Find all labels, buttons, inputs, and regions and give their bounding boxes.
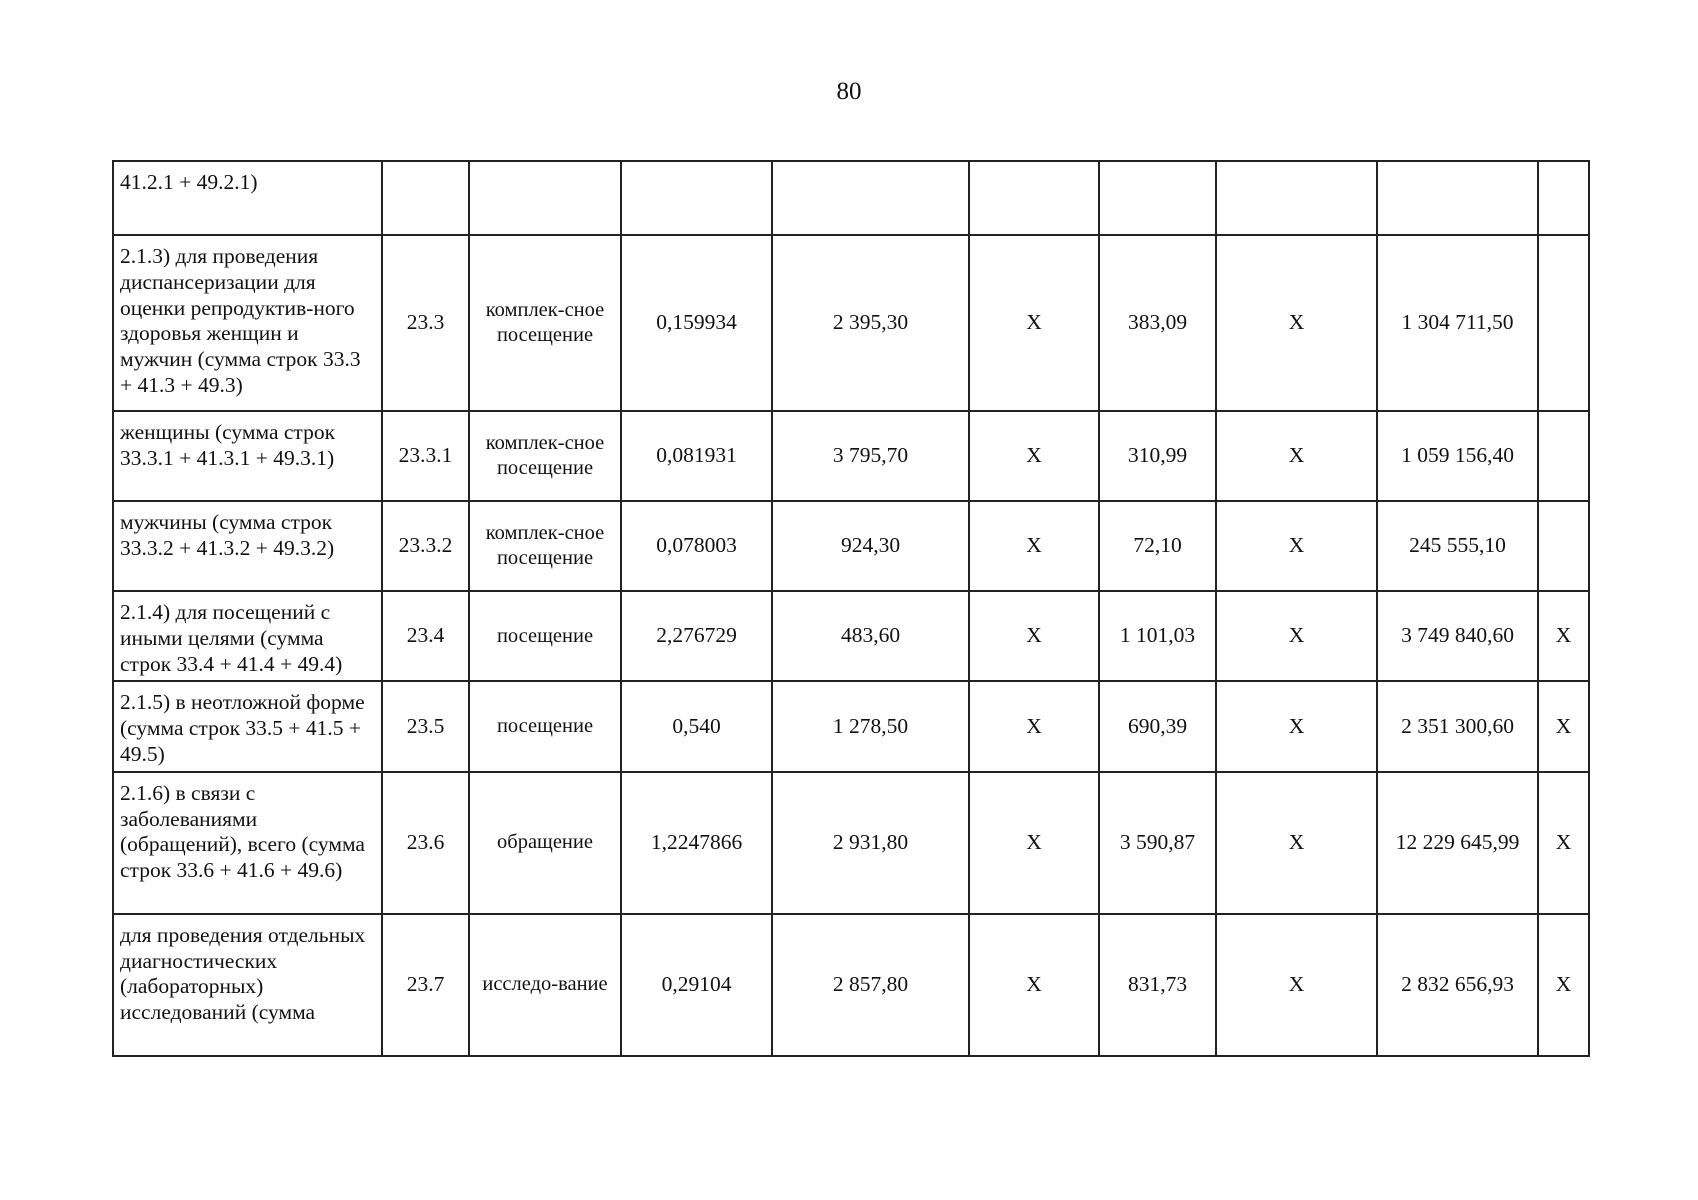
- row-cost: 483,60: [772, 591, 969, 681]
- row-x-mark: X: [969, 772, 1099, 914]
- row-code: 23.3.2: [382, 501, 469, 591]
- row-norm: 0,081931: [621, 411, 772, 501]
- row-description: 2.1.3) для проведения диспансеризации для оценки репродуктив-ного здоровья женщин и мужчин (сумма строк 33.3 + 41.3 + 49.3): [113, 235, 382, 411]
- row-x-mark: X: [1216, 411, 1377, 501]
- row-description: 41.2.1 + 49.2.1): [113, 161, 382, 235]
- row-x-mark: [1538, 411, 1589, 501]
- row-total: 3 749 840,60: [1377, 591, 1538, 681]
- row-x-mark: X: [1216, 681, 1377, 771]
- row-code: [382, 161, 469, 235]
- row-total: 1 059 156,40: [1377, 411, 1538, 501]
- table-row: [113, 161, 1589, 235]
- row-unit: посещение: [469, 591, 621, 681]
- row-norm: 0,078003: [621, 501, 772, 591]
- table-row: [113, 501, 1589, 591]
- row-total: 12 229 645,99: [1377, 772, 1538, 914]
- row-total: 1 304 711,50: [1377, 235, 1538, 411]
- row-cost: [772, 161, 969, 235]
- row-code: 23.7: [382, 914, 469, 1056]
- row-code: 23.5: [382, 681, 469, 771]
- row-per-capita: [1099, 161, 1216, 235]
- row-cost: 924,30: [772, 501, 969, 591]
- row-code: 23.4: [382, 591, 469, 681]
- row-cost: 1 278,50: [772, 681, 969, 771]
- row-x-mark: X: [1216, 235, 1377, 411]
- row-x-mark: X: [1216, 772, 1377, 914]
- row-per-capita: 3 590,87: [1099, 772, 1216, 914]
- row-x-mark: X: [1538, 591, 1589, 681]
- row-total: [1377, 161, 1538, 235]
- row-x-mark: [1216, 161, 1377, 235]
- row-norm: 1,2247866: [621, 772, 772, 914]
- row-x-mark: X: [1216, 914, 1377, 1056]
- row-description: 2.1.6) в связи с заболеваниями (обращений), всего (сумма строк 33.6 + 41.6 + 49.6): [113, 772, 382, 914]
- row-per-capita: 831,73: [1099, 914, 1216, 1056]
- row-x-mark: X: [969, 591, 1099, 681]
- row-x-mark: X: [969, 235, 1099, 411]
- row-per-capita: 383,09: [1099, 235, 1216, 411]
- row-description: мужчины (сумма строк 33.3.2 + 41.3.2 + 49.3.2): [113, 501, 382, 591]
- row-norm: 0,29104: [621, 914, 772, 1056]
- row-description: для проведения отдельных диагностических (лабораторных) исследований (сумма: [113, 914, 382, 1056]
- row-x-mark: X: [1216, 501, 1377, 591]
- row-total: 2 832 656,93: [1377, 914, 1538, 1056]
- row-total: 245 555,10: [1377, 501, 1538, 591]
- table-row: [113, 235, 1589, 411]
- row-cost: 2 931,80: [772, 772, 969, 914]
- row-norm: 0,159934: [621, 235, 772, 411]
- row-unit: [469, 161, 621, 235]
- row-x-mark: X: [969, 501, 1099, 591]
- row-cost: 2 857,80: [772, 914, 969, 1056]
- table-row: [113, 681, 1589, 771]
- row-cost: 3 795,70: [772, 411, 969, 501]
- row-per-capita: 1 101,03: [1099, 591, 1216, 681]
- row-x-mark: X: [1538, 681, 1589, 771]
- row-unit: обращение: [469, 772, 621, 914]
- row-per-capita: 690,39: [1099, 681, 1216, 771]
- row-code: 23.6: [382, 772, 469, 914]
- row-x-mark: X: [969, 914, 1099, 1056]
- table-row: [113, 591, 1589, 681]
- row-x-mark: X: [1538, 772, 1589, 914]
- table-row: [113, 772, 1589, 914]
- row-per-capita: 72,10: [1099, 501, 1216, 591]
- row-norm: 0,540: [621, 681, 772, 771]
- row-norm: 2,276729: [621, 591, 772, 681]
- data-table: [112, 160, 1590, 1057]
- row-x-mark: X: [969, 411, 1099, 501]
- row-x-mark: [1538, 161, 1589, 235]
- row-total: 2 351 300,60: [1377, 681, 1538, 771]
- row-description: 2.1.4) для посещений с иными целями (сумма строк 33.4 + 41.4 + 49.4): [113, 591, 382, 681]
- table-row: [113, 914, 1589, 1056]
- row-description: женщины (сумма строк 33.3.1 + 41.3.1 + 49.3.1): [113, 411, 382, 501]
- row-unit: посещение: [469, 681, 621, 771]
- row-x-mark: [969, 161, 1099, 235]
- row-x-mark: X: [969, 681, 1099, 771]
- row-code: 23.3: [382, 235, 469, 411]
- row-unit: комплек-сное посещение: [469, 501, 621, 591]
- row-x-mark: X: [1538, 914, 1589, 1056]
- row-norm: [621, 161, 772, 235]
- table-row: [113, 411, 1589, 501]
- row-cost: 2 395,30: [772, 235, 969, 411]
- row-x-mark: [1538, 235, 1589, 411]
- row-code: 23.3.1: [382, 411, 469, 501]
- row-x-mark: [1538, 501, 1589, 591]
- row-unit: исследо-вание: [469, 914, 621, 1056]
- row-per-capita: 310,99: [1099, 411, 1216, 501]
- row-unit: комплек-сное посещение: [469, 411, 621, 501]
- row-unit: комплек-сное посещение: [469, 235, 621, 411]
- page-number: 80: [836, 78, 862, 105]
- row-description: 2.1.5) в неотложной форме (сумма строк 33.5 + 41.5 + 49.5): [113, 681, 382, 771]
- row-x-mark: X: [1216, 591, 1377, 681]
